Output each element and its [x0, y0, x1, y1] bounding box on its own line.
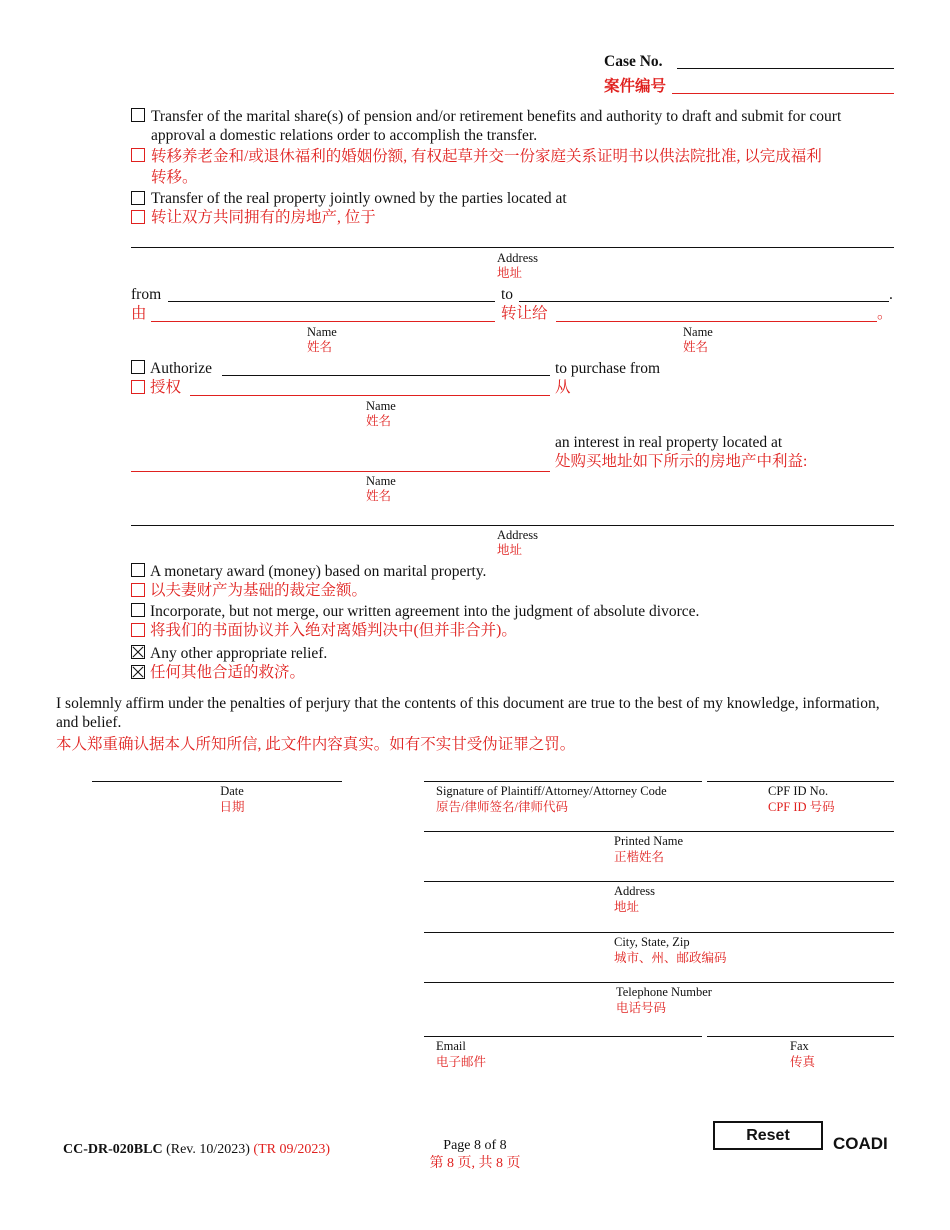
- incorporate-text: Incorporate, but not merge, our written agreement into the judgment of absolute divorce.: [150, 603, 700, 620]
- pension-text-zh-2: 转移。: [151, 169, 198, 186]
- interest-text: an interest in real property located at: [555, 434, 783, 451]
- case-no-label-zh: 案件编号: [604, 78, 667, 95]
- address-label: Address: [497, 251, 538, 265]
- real-property-checkbox-zh[interactable]: [131, 210, 145, 224]
- form-id-line: [63, 1141, 330, 1158]
- other-relief-text: Any other appropriate relief.: [150, 645, 328, 662]
- pension-text: Transfer of the marital share(s) of pension and/or retirement benefits and authority to draft and submit for court approval a domestic relations order to accomplish the transfer.: [151, 108, 842, 144]
- pension-text-zh-1: 转移养老金和/或退休福利的婚姻份额, 有权起草并交一份家庭关系证明书以供法院批准, 以完成福利: [151, 148, 822, 165]
- check-x-icon: [132, 646, 144, 658]
- fax-label-zh: 传真: [790, 1055, 816, 1069]
- period-zh: 。: [877, 305, 893, 322]
- to-label: to: [501, 286, 514, 303]
- monetary-checkbox[interactable]: [131, 563, 145, 577]
- page-number: Page 8 of 8: [443, 1138, 507, 1153]
- authorize-name-field[interactable]: [222, 375, 550, 376]
- check-x-icon: [132, 666, 144, 678]
- pension-checkbox-zh[interactable]: [131, 148, 145, 162]
- affirmation-text: I solemnly affirm under the penalties of perjury that the contents of this document are true to the best of my knowledge, information, and belief.: [56, 695, 880, 731]
- authorize-label: Authorize: [150, 360, 212, 377]
- to-label-zh: 转让给: [501, 305, 548, 322]
- case-no-label: Case No.: [604, 53, 663, 70]
- from-label: from: [131, 286, 162, 303]
- real-property-text-zh: 转让双方共同拥有的房地产, 位于: [151, 209, 376, 226]
- real-property-address-field[interactable]: [131, 247, 894, 248]
- city-state-zip-label-zh: 城市、州、邮政编码: [614, 951, 727, 965]
- date-label: Date: [220, 784, 244, 798]
- telephone-field[interactable]: [424, 982, 894, 983]
- other-relief-text-zh: 任何其他合适的救济。: [150, 664, 306, 681]
- seller-name-label: Name: [366, 474, 396, 488]
- fax-label: Fax: [790, 1039, 809, 1053]
- sig-address-label-zh: 地址: [614, 900, 640, 914]
- to-purchase-label: to purchase from: [555, 360, 661, 377]
- case-no-field[interactable]: [677, 68, 894, 69]
- city-state-zip-label: City, State, Zip: [614, 935, 690, 949]
- from-name-line-zh: [151, 321, 495, 322]
- purchase-address-field[interactable]: [131, 525, 894, 526]
- monetary-text-zh: 以夫妻财产为基础的裁定金额。: [150, 582, 368, 599]
- pension-checkbox[interactable]: [131, 108, 145, 122]
- cpf-id-label-zh: CPF ID 号码: [768, 800, 835, 814]
- from-name-field[interactable]: [168, 301, 495, 302]
- from-name-label: Name: [307, 325, 337, 339]
- address-label-zh: 地址: [497, 266, 523, 280]
- real-property-text: Transfer of the real property jointly owned by the parties located at: [151, 190, 567, 207]
- real-property-checkbox[interactable]: [131, 191, 145, 205]
- seller-name-label-zh: 姓名: [366, 489, 392, 503]
- sig-address-label: Address: [614, 884, 655, 898]
- to-name-line-zh: [556, 321, 877, 322]
- other-relief-checkbox[interactable]: [131, 645, 145, 659]
- period: .: [889, 286, 893, 303]
- printed-name-field[interactable]: [424, 831, 894, 832]
- authorize-checkbox[interactable]: [131, 360, 145, 374]
- authorize-label-zh: 授权: [150, 379, 182, 396]
- incorporate-checkbox-zh[interactable]: [131, 623, 145, 637]
- interest-text-zh: 处购买地址如下所示的房地产中利益:: [555, 453, 808, 470]
- form-id: CC-DR-020BLC: [63, 1142, 163, 1157]
- signature-label: Signature of Plaintiff/Attorney/Attorney Code: [436, 784, 667, 798]
- fax-field[interactable]: [707, 1036, 894, 1037]
- authorize-name-label-zh: 姓名: [366, 414, 392, 428]
- signature-field[interactable]: [424, 781, 702, 782]
- other-relief-checkbox-zh[interactable]: [131, 665, 145, 679]
- telephone-label-zh: 电话号码: [616, 1001, 667, 1015]
- cpf-id-label: CPF ID No.: [768, 784, 829, 798]
- to-name-label: Name: [683, 325, 713, 339]
- signature-label-zh: 原告/律师签名/律师代码: [436, 800, 568, 814]
- cpf-id-field[interactable]: [707, 781, 894, 782]
- to-name-label-zh: 姓名: [683, 340, 709, 354]
- incorporate-checkbox[interactable]: [131, 603, 145, 617]
- purchase-address-label-zh: 地址: [497, 543, 523, 557]
- authorize-name-label: Name: [366, 399, 396, 413]
- sig-address-field[interactable]: [424, 881, 894, 882]
- monetary-text: A monetary award (money) based on marital property.: [150, 563, 487, 580]
- telephone-label: Telephone Number: [616, 985, 712, 999]
- coadi-brand: COADI: [833, 1134, 888, 1153]
- from-name-label-zh: 姓名: [307, 340, 333, 354]
- authorize-name-line-zh: [190, 395, 550, 396]
- form-rev: (Rev. 10/2023): [166, 1142, 250, 1157]
- to-purchase-label-zh: 从: [555, 379, 571, 396]
- email-label: Email: [436, 1039, 466, 1053]
- reset-button[interactable]: Reset: [713, 1121, 823, 1150]
- printed-name-label: Printed Name: [614, 834, 684, 848]
- seller-name-field[interactable]: [131, 471, 550, 472]
- case-no-field-zh-line: [672, 93, 894, 94]
- purchase-address-label: Address: [497, 528, 538, 542]
- date-field[interactable]: [92, 781, 342, 782]
- incorporate-text-zh: 将我们的书面协议并入绝对离婚判决中(但并非合并)。: [150, 622, 517, 639]
- authorize-checkbox-zh[interactable]: [131, 380, 145, 394]
- email-label-zh: 电子邮件: [436, 1055, 487, 1069]
- monetary-checkbox-zh[interactable]: [131, 583, 145, 597]
- date-label-zh: 日期: [219, 800, 245, 814]
- city-state-zip-field[interactable]: [424, 932, 894, 933]
- affirmation-text-zh: 本人郑重确认据本人所知所信, 此文件内容真实。如有不实甘受伪证罪之罚。: [56, 736, 576, 753]
- printed-name-label-zh: 正楷姓名: [614, 850, 665, 864]
- email-field[interactable]: [424, 1036, 702, 1037]
- from-label-zh: 由: [131, 305, 147, 322]
- form-tr: (TR 09/2023): [253, 1142, 331, 1157]
- page-number-zh: 第 8 页, 共 8 页: [429, 1156, 521, 1171]
- to-name-field[interactable]: [519, 301, 889, 302]
